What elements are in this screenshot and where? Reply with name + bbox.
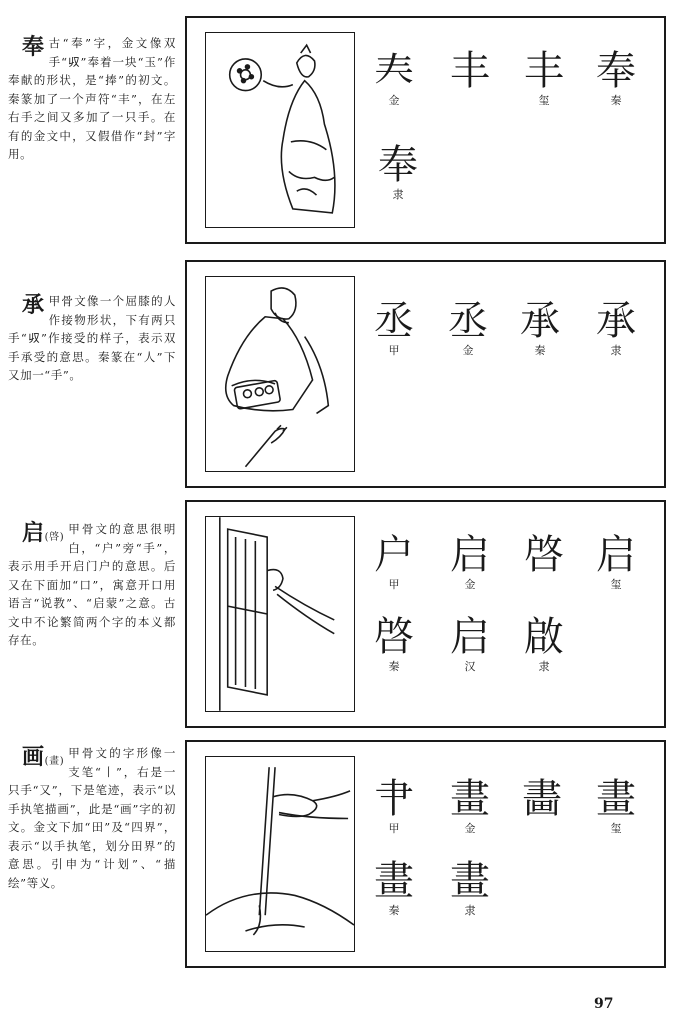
form-han: 启 汉 [450,614,490,673]
form-li: 奉 隶 [378,142,418,201]
illustration-kneeling-man-receiving [205,276,355,472]
form-jia: 肀 甲 [374,776,414,835]
form-qin: 承 秦 [520,298,560,357]
form-jin: 畫 金 [450,776,490,835]
form-jin: 启 金 [450,532,490,591]
form-jin: 丞 金 [448,298,488,357]
head-character: 启(啓) [22,520,65,546]
form-panel [185,260,666,488]
entry-description [8,520,176,650]
form-xi: 启 玺 [596,532,636,591]
form-jia: 丞 甲 [374,298,414,357]
head-character: 奉 [22,34,45,60]
form-qin: 奉 秦 [596,48,636,107]
page-number: 97 [594,996,614,1012]
form-qin: 畫 秦 [374,858,414,917]
form-panel [185,740,666,968]
description-text: 甲骨文像一个屈膝的人作接物形状，下有两只手“𠬞”作接受的样子，表示双手承受的意思。秦篆在“人”下又加一“手”。 [8,294,176,382]
form-xi: 畫 玺 [596,776,636,835]
entry-description [8,34,176,164]
form-variant: 丰 [450,48,490,94]
form-qin: 啓 秦 [374,614,414,673]
form-variant: 畵 [522,776,562,822]
illustration-woman-offering-jade [205,32,355,228]
form-li: 承 隶 [596,298,636,357]
illustration-hand-opening-door [205,516,355,712]
form-li: 畫 隶 [450,858,490,917]
description-text: 甲骨文的字形像一支笔“丨”，右是一只手“又”，下是笔迹，表示“以手执笔描画”，此是“画”字的初文。金文下加“田”及“四界”，表示“以手执笔，划分田界”的意思。引申为“计划”、“描绘”等义。 [8,746,176,890]
form-xi: 丰 玺 [524,48,564,107]
description-text: 古“奉”字，金文像双手“𠬞”奉着一块“玉”作奉献的形状，是“捧”的初文。秦篆加了一个声符“丰”，在左右手之间又多加了一只手。在有的金文中，又假借作“封”字用。 [8,36,176,161]
form-li: 啟 隶 [524,614,564,673]
form-jia: 户 甲 [374,532,414,591]
description-text: 甲骨文的意思很明白，“户”旁“手”，表示用手开启门户的意思。后又在下面加“口”，寓意开口用语言“说教”、“启蒙”之意。古文中不论繁简两个字的本义都存在。 [8,522,176,647]
head-character: 画(畫) [22,744,65,770]
head-character: 承 [22,292,45,318]
entry-description [8,744,176,892]
form-panel [185,16,666,244]
form-variant: 啓 [524,532,564,578]
form-panel [185,500,666,728]
illustration-hand-holding-brush [205,756,355,952]
entry-description [8,292,176,385]
form-jin: 𡗗 金 [374,48,414,107]
